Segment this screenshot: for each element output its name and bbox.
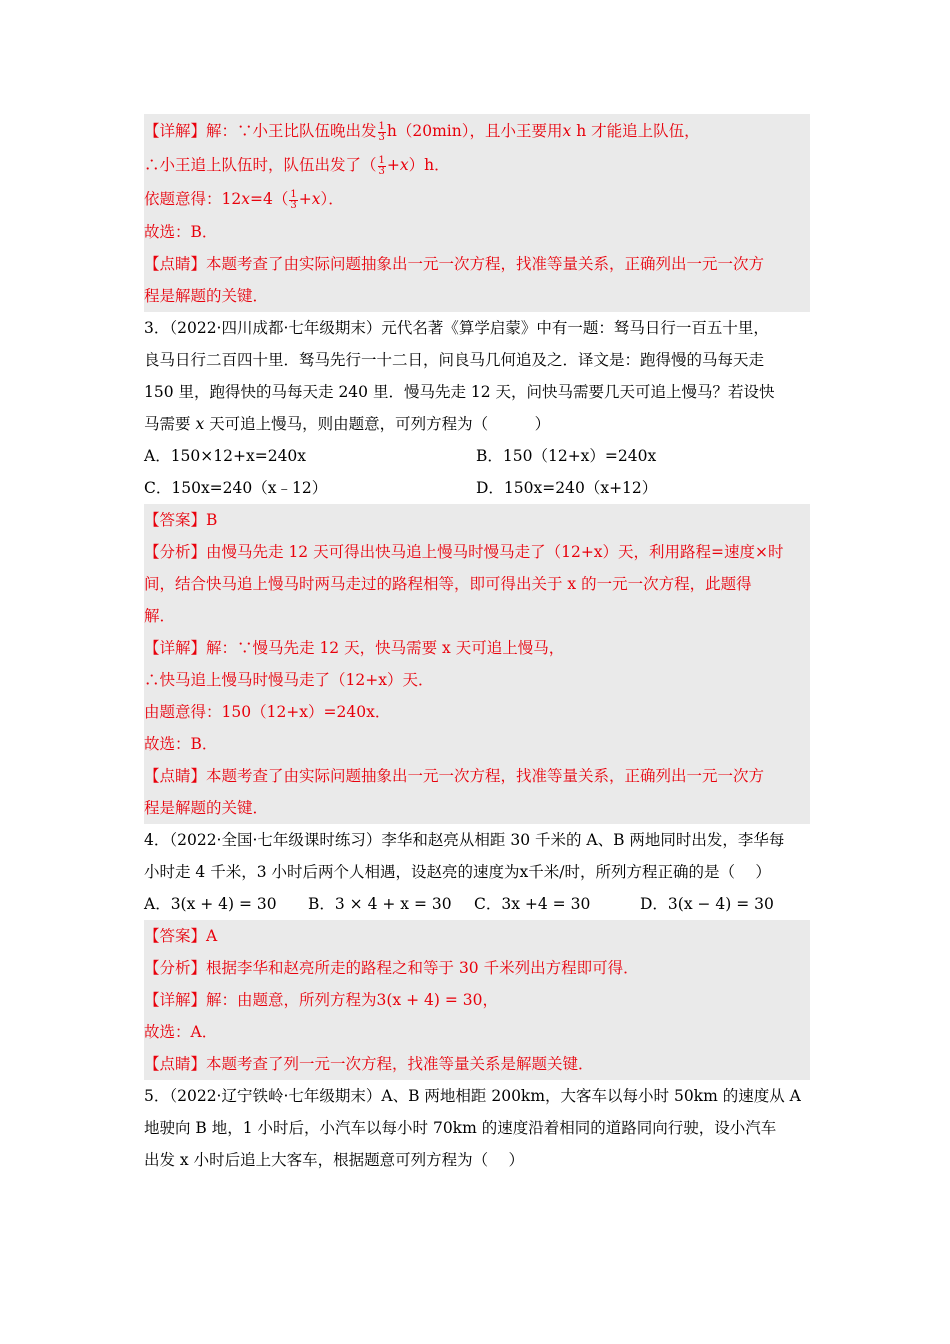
q3-options-row-1 bbox=[144, 440, 810, 472]
solution-block-q4 bbox=[144, 920, 810, 1080]
q3-line-1: 3．（2022·四川成都·七年级期末）元代名著《算学启蒙》中有一题：驽马日行一百五十里， bbox=[144, 319, 769, 337]
q4-line-2: 小时走 4 千米，3 小时后两个人相遇，设赵亮的速度为x千米/时，所列方程正确的是（ ） bbox=[144, 863, 771, 881]
q2-choose-line: 故选：B． bbox=[144, 223, 218, 241]
q2-tip-line-2: 程是解题的关键． bbox=[144, 287, 269, 305]
q3-option-a[interactable]: A．150×12+x=240x bbox=[144, 447, 307, 465]
q3-line-4: 马需要 x 天可追上慢马，则由题意，可列方程为（ ） bbox=[144, 415, 551, 433]
question-5 bbox=[144, 1080, 810, 1176]
question-3 bbox=[144, 312, 810, 504]
fraction-one-third: $\frac{1}{3}$ bbox=[290, 188, 297, 211]
q4-option-c[interactable]: C．3x +4 = 30 bbox=[474, 895, 591, 913]
q3-analysis-line-3: 解． bbox=[144, 607, 176, 625]
q4-detail-line: 【详解】解：由题意，所列方程为3(x + 4) = 30， bbox=[144, 991, 498, 1009]
solution-block-q3 bbox=[144, 504, 810, 824]
fraction-one-third: $\frac{1}{3}$ bbox=[378, 120, 385, 143]
q3-line-3: 150 里，跑得快的马每天走 240 里．慢马先走 12 天，问快马需要几天可追上慢马？若设快 bbox=[144, 383, 775, 401]
q4-option-d[interactable]: D．3(x − 4) = 30 bbox=[640, 895, 774, 913]
q4-line-1: 4．（2022·全国·七年级课时练习）李华和赵亮从相距 30 千米的 A、B 两地同时出发，李华每 bbox=[144, 831, 785, 849]
q5-line-1: 5．（2022·辽宁铁岭·七年级期末）A、B 两地相距 200km，大客车以每小时 50km 的速度从 A bbox=[144, 1087, 801, 1105]
q3-answer-line: 【答案】B bbox=[144, 511, 218, 529]
q3-detail-line-2: ∴快马追上慢马时慢马走了（12+x）天． bbox=[144, 671, 434, 689]
q4-option-a[interactable]: A．3(x + 4) = 30 bbox=[144, 895, 277, 913]
q3-option-b[interactable]: B．150（12+x）=240x bbox=[476, 447, 657, 465]
q5-line-2: 地驶向 B 地，1 小时后，小汽车以每小时 70km 的速度沿着相同的道路同向行驶，设小汽车 bbox=[144, 1119, 777, 1137]
q2-detail-line-1: 【详解】解：∵小王比队伍晚出发 $\frac{1}{3}$ h（20min），且小王要用x h 才能追上队伍， bbox=[144, 120, 700, 143]
q3-tip-line-1: 【点睛】本题考查了由实际问题抽象出一元一次方程，找准等量关系，正确列出一元一次方 bbox=[144, 767, 765, 785]
q4-options-row bbox=[144, 888, 810, 920]
q4-option-b[interactable]: B．3 × 4 + x = 30 bbox=[308, 895, 452, 913]
question-4 bbox=[144, 824, 810, 920]
q3-detail-line-3: 由题意得：150（12+x）=240x． bbox=[144, 703, 391, 721]
q4-answer-line: 【答案】A bbox=[144, 927, 218, 945]
q3-tip-line-2: 程是解题的关键． bbox=[144, 799, 269, 817]
solution-block-q2 bbox=[144, 114, 810, 312]
q3-detail-line-1: 【详解】解：∵慢马先走 12 天，快马需要 x 天可追上慢马， bbox=[144, 639, 565, 657]
q3-option-d[interactable]: D．150x=240（x+12） bbox=[476, 479, 658, 497]
q4-tip-line: 【点睛】本题考查了列一元一次方程，找准等量关系是解题关键． bbox=[144, 1055, 594, 1073]
q3-options-row-2 bbox=[144, 472, 810, 504]
worksheet-page bbox=[144, 114, 810, 1176]
q2-detail-line-2: ∴小王追上队伍时，队伍出发了（ $\frac{1}{3}$ +x）h． bbox=[144, 154, 450, 177]
detail-tag: 【详解】 bbox=[144, 122, 207, 140]
q4-choose-line: 故选：A． bbox=[144, 1023, 218, 1041]
q3-choose-line: 故选：B． bbox=[144, 735, 218, 753]
q2-tip-line-1: 【点睛】本题考查了由实际问题抽象出一元一次方程，找准等量关系，正确列出一元一次方 bbox=[144, 255, 765, 273]
q3-line-2: 良马日行二百四十里．驽马先行一十二日，问良马几何追及之．译文是：跑得慢的马每天走 bbox=[144, 351, 765, 369]
q3-analysis-line-2: 间，结合快马追上慢马时两马走过的路程相等，即可得出关于 x 的一元一次方程，此题得 bbox=[144, 575, 752, 593]
fraction-one-third: $\frac{1}{3}$ bbox=[378, 154, 385, 177]
q5-line-3: 出发 x 小时后追上大客车，根据题意可列方程为（ ） bbox=[144, 1151, 525, 1169]
q3-analysis-line-1: 【分析】由慢马先走 12 天可得出快马追上慢马时慢马走了（12+x）天，利用路程=速度×时 bbox=[144, 543, 784, 561]
q3-option-c[interactable]: C．150x=240（x﹣12） bbox=[144, 479, 328, 497]
q2-detail-line-3: 依题意得：12x=4（ $\frac{1}{3}$ +x）． bbox=[144, 188, 344, 211]
q4-analysis-line: 【分析】根据李华和赵亮所走的路程之和等于 30 千米列出方程即可得． bbox=[144, 959, 639, 977]
